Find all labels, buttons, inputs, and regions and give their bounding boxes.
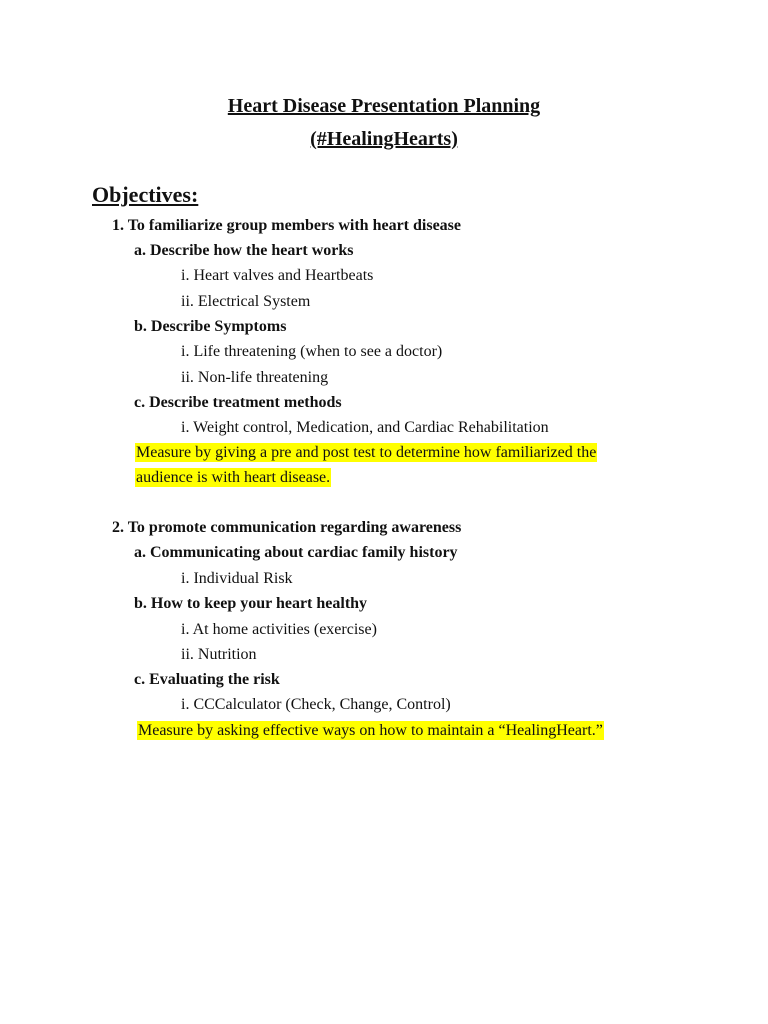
objective-1-b-label: b. Describe Symptoms xyxy=(134,318,287,335)
objective-1-measure-line-1 xyxy=(135,443,597,463)
objective-1-b-item: ii. Non-life threatening xyxy=(181,369,329,386)
objective-1-c-item: i. Weight control, Medication, and Cardiac Rehabilitation xyxy=(181,419,549,436)
objective-1-b-item: i. Life threatening (when to see a doctor) xyxy=(181,343,443,360)
objective-2-b-label: b. How to keep your heart healthy xyxy=(134,595,368,612)
highlighted-text: audience is with heart disease. xyxy=(136,469,331,486)
objective-1-a-label: a. Describe how the heart works xyxy=(134,242,354,259)
highlighted-text: Measure by giving a pre and post test to determine how familiarized the xyxy=(136,444,597,461)
objective-2-a-label: a. Communicating about cardiac family history xyxy=(134,544,458,561)
objective-2-b-item: i. At home activities (exercise) xyxy=(181,621,377,638)
objective-2-c-item: i. CCCalculator (Check, Change, Control) xyxy=(181,696,451,713)
document-title: Heart Disease Presentation Planning xyxy=(227,95,541,117)
objective-1-a-item: i. Heart valves and Heartbeats xyxy=(181,267,374,284)
objective-2-heading: 2. To promote communication regarding awareness xyxy=(112,519,462,536)
objectives-heading: Objectives: xyxy=(92,182,199,207)
objective-1-heading: 1. To familiarize group members with heart disease xyxy=(112,217,462,234)
objective-2-b-item: ii. Nutrition xyxy=(181,646,257,663)
objective-2-a-item: i. Individual Risk xyxy=(181,570,293,587)
document-subtitle: (#HealingHearts) xyxy=(310,128,458,150)
highlighted-text: Measure by asking effective ways on how to maintain a “HealingHeart.” xyxy=(138,722,603,739)
objective-1-c-label: c. Describe treatment methods xyxy=(134,394,342,411)
objective-2-c-label: c. Evaluating the risk xyxy=(134,671,280,688)
objective-1-measure-line-2 xyxy=(135,468,331,488)
objective-2-measure-line xyxy=(137,721,604,741)
objective-1-a-item: ii. Electrical System xyxy=(181,293,311,310)
